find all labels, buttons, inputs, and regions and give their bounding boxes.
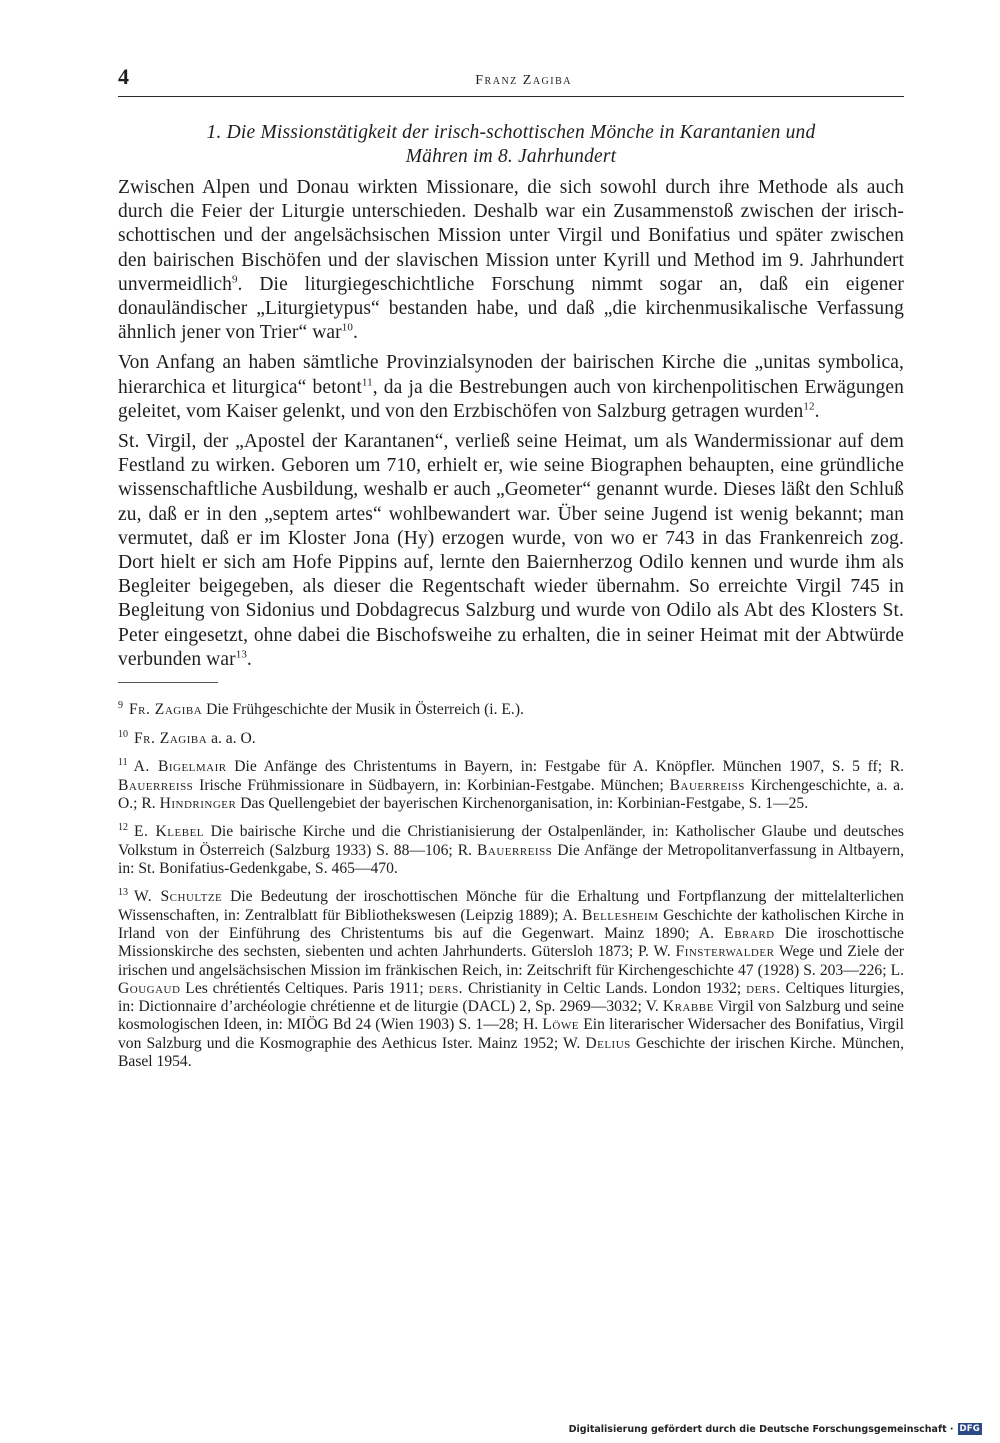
footnote-author: Fr. Zagiba <box>129 701 203 719</box>
paragraph-3-text-a: St. Virgil, der „Apostel der Karantanen“, verließ seine Heimat, um als Wandermissionar auf dem Festland zu wirken. Geboren um 710, erhielt er, wie seine Biographen behaupten, eine gründliche wissenschaftliche Ausbildung, weshalb er auch „Geometer“ genannt wurde. Dieses läßt den Schluß zu, daß er in den „septem artes“ wohlbewandert war. Über seine Jugend ist wenig bekannt; man vermutet, daß er im Kloster Jona (Hy) erzogen wurde, von wo er 743 in das Frankenreich zog. Dort hielt er sich am Hofe Pippins auf, lernte den Baiernherzog Odilo kennen und wurde ihm als Begleiter beigegeben, als dieser die Regentschaft wieder übernahm. So erreichte Virgil 745 in Begleitung von Sidonius und Dobdagrecus Salzburg und wurde von Odilo als Abt des Klosters St. Peter eingesetzt, ohne dabei die Bischofsweihe zu erhalten, die in seiner Heimat mit der Abtwürde verbunden war <box>118 431 904 670</box>
footnote-author: Delius <box>585 1034 631 1052</box>
footnote-author: A. Bigelmair <box>133 758 227 776</box>
footnote-text: Les chrétientés Celtiques. Paris 1911; <box>180 979 429 997</box>
paragraph-2 <box>118 351 904 424</box>
running-head: Franz Zagiba <box>475 73 572 88</box>
footnote-author: Bauerreiss <box>669 776 745 794</box>
footnote-author: W. Schultze <box>134 888 223 906</box>
paragraph-1 <box>118 176 904 345</box>
paragraph-3 <box>118 430 904 672</box>
footnote-text: Virgil von Salzburg und seine kosmologischen Ideen, in: MIÖG Bd 24 (Wien 1903) S. 1—28; H. <box>118 998 904 1034</box>
book-page <box>118 64 904 1077</box>
footnote-text: Die bairische Kirche und die Christianisierung der Ostalpenländer, in: Katholischer Glaube und deutsches Volkstum in Österreich (Salzburg 1933) S. 88—106; R. <box>118 823 904 859</box>
footnote-separator <box>118 682 218 683</box>
body-text <box>118 176 904 672</box>
footnote-author: ders. <box>746 979 781 997</box>
paragraph-2-text-a: Von Anfang an haben sämtliche Provinzialsynoden der bairischen Kirche die „unitas symbolica, hierarchica et liturgica“ betont <box>118 352 904 398</box>
footnote-author: Löwe <box>542 1016 579 1034</box>
footnote-author: Krabbe <box>662 998 714 1016</box>
footnote-author: Bauerreiss <box>477 841 553 859</box>
footnote-author: Bellesheim <box>581 906 659 924</box>
footnote-ref-11: 11 <box>361 376 373 389</box>
footnote-text: Die iroschottische Missionskirche des sechsten, siebenten und achten Jahrhunderts. Gütersloh 1873; P. W. <box>118 924 904 961</box>
footnote-13 <box>118 884 904 1071</box>
paragraph-2-text-c: . <box>814 400 820 422</box>
footnote-text: Geschichte der irischen Kirche. München, Basel 1954. <box>118 1034 904 1071</box>
footnote-ref-13: 13 <box>235 648 247 661</box>
footnote-ref-10: 10 <box>341 321 353 334</box>
footnote-ref-9: 9 <box>231 273 238 286</box>
footnote-author: Bauerreiss <box>118 776 194 794</box>
footnote-author: Finsterwalder <box>675 943 775 961</box>
page-header <box>118 64 904 97</box>
footnote-ref-12: 12 <box>803 400 815 413</box>
footnote-text: Ein literarischer Widersacher des Bonifatius, Virgil von Salzburg und die Kosmographie des Aethicus Ister. Mainz 1952; W. <box>118 1016 904 1052</box>
footnote-author: Fr. Zagiba <box>134 729 208 747</box>
footnote-number: 13 <box>118 887 128 899</box>
credit-text: Digitalisierung gefördert durch die Deutsche Forschungsgemeinschaft · <box>568 1423 954 1435</box>
footnote-text: Die Bedeutung der iroschottischen Mönche für die Erhaltung und Fortpflanzung der mittelalterlichen Wissenschaften, in: Zentralblatt für Bibliothekswesen (Leipzig 1889); A. <box>118 888 904 924</box>
footnote-author: Gougaud <box>118 979 181 997</box>
footnote-number: 9 <box>118 700 123 712</box>
digitization-credit <box>569 1423 982 1435</box>
footnote-number: 12 <box>118 822 128 834</box>
dfg-logo: DFG <box>959 1424 980 1434</box>
footnote-author: Hindringer <box>159 794 237 812</box>
chapter-title-line-1: 1. Die Missionstätigkeit der irisch-schottischen Mönche in Karantanien und <box>206 122 816 143</box>
footnote-text: Das Quellengebiet der bayerischen Kirchenorganisation, in: Korbinian-Festgabe, S. 1—25. <box>236 794 809 812</box>
footnote-text: Irische Frühmissionare in Südbayern, in: Korbinian-Festgabe. München; <box>193 776 670 794</box>
footnote-9 <box>118 697 904 719</box>
footnote-text: Kirchengeschichte, a. a. O.; R. <box>118 776 904 812</box>
footnote-author: ders. <box>428 979 464 997</box>
footnote-text: Celtiques liturgies, in: Dictionnaire d’archéologie chrétienne et de liturgie (DACL) 2, Sp. 2969—3032; V. <box>118 979 904 1016</box>
paragraph-1-text-c: . <box>352 322 358 344</box>
footnote-author: Ebrard <box>724 924 775 942</box>
page-number: 4 <box>118 64 129 89</box>
footnote-12 <box>118 819 904 878</box>
footnotes <box>118 697 904 1071</box>
chapter-title-line-2: Mähren im 8. Jahrhundert <box>405 146 617 167</box>
footnote-10 <box>118 726 904 748</box>
footnote-text: Die Anfänge des Christentums in Bayern, in: Festgabe für A. Knöpfler. München 1907, S. 5 ff; R. <box>226 758 904 776</box>
footnote-author: E. Klebel <box>134 823 205 841</box>
footnote-text: Die Anfänge der Metropolitanverfassung in Altbayern, in: St. Bonifatius-Gedenkgabe, S. 465—470. <box>118 841 904 877</box>
footnote-text: Geschichte der katholischen Kirche in Irland von der Einführung des Christentums bis auf die Gegenwart. Mainz 1890; A. <box>118 906 904 942</box>
footnote-text: Wege und Ziele der irischen und angelsächsischen Mission im fränkischen Reich, in: Zeitschrift für Kirchengeschichte 47 (1928) S. 203—226; L. <box>118 943 904 979</box>
footnote-text: Die Frühgeschichte der Musik in Österreich (i. E.). <box>202 701 524 719</box>
chapter-title <box>118 121 904 169</box>
paragraph-2-text-b: , da ja die Bestrebungen auch von kirchenpolitischen Erwägungen geleitet, vom Kaiser gelenkt, und von den Erzbischöfen von Salzburg getragen wurden <box>118 376 904 422</box>
footnote-11 <box>118 754 904 813</box>
paragraph-3-text-b: . <box>246 648 252 670</box>
footnote-number: 11 <box>118 757 128 769</box>
paragraph-1-text-b: . Die liturgiegeschichtliche Forschung nimmt sogar an, daß ein eigener donauländischer „Liturgietypus“ bestanden habe, und daß „die kirchenmusikalische Verfassung ähnlich jener von Trier“ war <box>118 273 904 344</box>
footnote-text: a. a. O. <box>207 729 256 747</box>
paragraph-1-text-a: Zwischen Alpen und Donau wirkten Missionare, die sich sowohl durch ihre Methode als auch durch die Feier der Liturgie unterschieden. Deshalb war ein Zusammenstoß zwischen der irisch-schottischen und der angelsächsischen Mission unter Virgil und Bonifatius und später zwischen den bairischen Bischöfen und der slavischen Mission unter Kyrill und Method im 9. Jahrhundert unvermeidlich <box>118 177 904 295</box>
footnote-number: 10 <box>118 728 128 740</box>
footnote-text: Christianity in Celtic Lands. London 1932; <box>463 979 747 997</box>
